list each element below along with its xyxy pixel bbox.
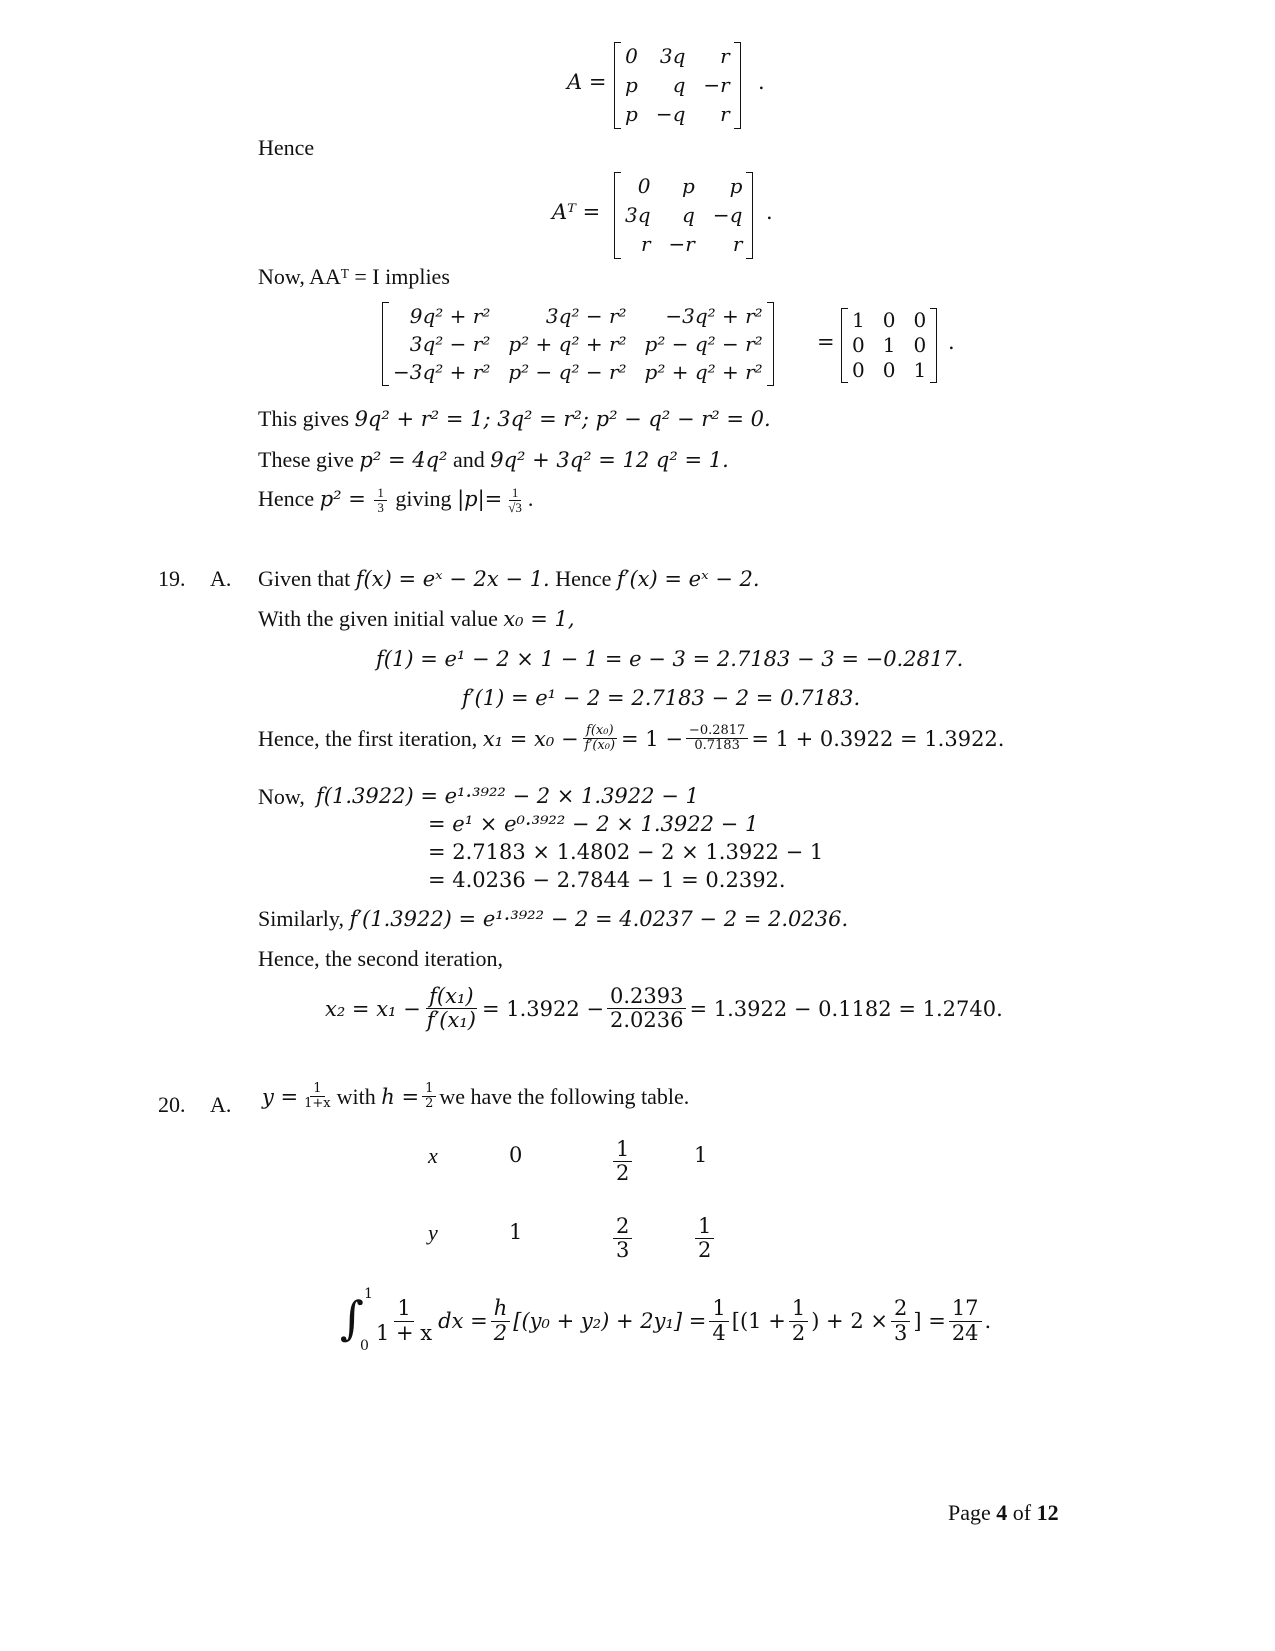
f1-line: f(1) = e¹ − 2 × 1 − 1 = e − 3 = 2.7183 − 3 = −0.2817. [376,647,964,671]
matrix-cell: p² − q² − r² [644,332,763,356]
table-x-label: x [428,1143,438,1168]
second-iteration-text: Hence, the second iteration, [258,946,503,971]
matrix-cell: −3q² + r² [665,304,763,328]
question-number-19: 19. [158,566,186,591]
matrix-cell: −r [668,232,695,256]
matrix-at [614,172,753,259]
period: . [758,70,765,94]
matrix-cell: 9q² + r² [409,304,491,328]
fp1-line: f′(1) = e¹ − 2 = 2.7183 − 2 = 0.7183. [462,686,861,710]
product-matrix [382,302,774,386]
matrix-cell: −r [703,73,730,97]
matrix-cell: p [729,174,743,198]
matrix-cell: 0 [625,44,638,68]
page-number: 4 [996,1500,1008,1525]
matrix-cell: p [625,102,638,126]
matrix-cell: 0 [852,333,865,357]
table-y-label: y [428,1220,438,1245]
period: . [766,200,773,224]
initial-value-line: With the given initial value x₀ = 1, [258,606,575,631]
matrix-cell: q [682,203,695,227]
matrix-cell: −q [712,203,743,227]
matrix-cell: 1 [852,308,865,332]
matrix-cell: 1 [913,358,927,382]
table-y-half: $\frac{1}{2}$ [692,1215,717,1262]
matrix-at-label: Aᵀ = [552,200,601,224]
of-word: of [1012,1500,1032,1525]
matrix-cell: 0 [913,308,927,332]
matrix-cell: q [672,73,686,97]
matrix-cell: r [640,232,651,256]
table-y-1: 1 [509,1220,523,1244]
matrix-cell: 0 [882,308,896,332]
matrix-cell: 1 [882,333,896,357]
answer-letter-20: A. [210,1092,232,1117]
matrix-cell: 0 [913,333,927,357]
table-y-two-thirds: $\frac{2}{3}$ [610,1215,635,1262]
matrix-cell: 0 [882,358,896,382]
now-text: Now, AAᵀ = I implies [258,264,450,289]
now-line-1: f(1.3922) = e¹·³⁹²² − 2 × 1.3922 − 1 [316,784,699,808]
matrix-cell: p² + q² + r² [644,360,763,384]
matrix-cell: p² − q² − r² [508,360,627,384]
matrix-cell: r [720,102,730,126]
page-footer [948,1500,1059,1526]
page-total: 12 [1036,1500,1059,1525]
hence-text: Hence [258,135,315,160]
function-line: y = $\frac{1}{1+x}$ with h = $\frac{1}{2}$ we have the following table. [262,1081,690,1112]
first-iteration-line: Hence, the first iteration, x₁ = x₀ − $\frac{\text{f(x₀)}}{\text{f′(x₀)}}$ = 1 − $\frac{-0.2817}{0.7183}$ = 1 + 0.3922 = 1.3922. [258,723,1005,754]
matrix-cell: p² + q² + r² [508,332,627,356]
matrix-cell: −3q² + r² [393,360,491,384]
matrix-a [614,42,741,129]
matrix-cell: r [732,232,743,256]
matrix-cell: p [625,73,638,97]
similarly-line: Similarly, f′(1.3922) = e¹·³⁹²² − 2 = 4.0237 − 2 = 2.0236. [258,906,849,931]
matrix-cell: −q [655,102,686,126]
question-number-20: 20. [158,1092,186,1117]
gives-line: This gives 9q² + r² = 1; 3q² = r²; p² − q² − r² = 0. [258,406,771,431]
given-line: Given that f(x) = eˣ − 2x − 1. Hence f′(x) = eˣ − 2. [258,566,760,591]
matrix-cell: 3q² − r² [409,332,491,356]
matrix-cell: r [720,44,730,68]
matrix-cell: 3q [659,44,686,68]
now-label: Now, [258,784,305,809]
matrix-cell: 3q² − r² [545,304,627,328]
hence-p-line: Hence p² = $\frac{1}{3}$ giving |p|= $\frac{1}{√3}$ . [258,485,534,516]
matrix-cell: 0 [637,174,651,198]
table-x-half: $\frac{1}{2}$ [610,1138,635,1185]
answer-letter-19: A. [210,566,232,591]
table-x-1: 1 [694,1143,708,1167]
matrix-cell: p [682,174,695,198]
now-line-4: = 4.0236 − 2.7844 − 1 = 0.2392. [428,868,786,892]
now-line-3: = 2.7183 × 1.4802 − 2 × 1.3922 − 1 [428,840,824,864]
equals-sign: = [817,330,835,354]
identity-matrix [841,308,937,383]
now-line-2: = e¹ × e⁰·³⁹²² − 2 × 1.3922 − 1 [428,812,759,836]
matrix-cell: 0 [852,358,865,382]
integral-equation: ∫ 1 0 $\frac{1}{1 + x}$ dx = $\frac{h}{2}$ [(y₀ + y₂) + 2y₁] = $\frac{1}{4}$ [(1 + $\frac{1}{2}$ ) + 2 × $\frac{2}{3}$ ] = $\frac{17}{24}$ . [340,1286,992,1354]
period: . [948,330,955,354]
matrix-cell: 3q [625,203,651,227]
second-iteration-eq: x₂ = x₁ − $\frac{\text{f(x₁)}}{\text{f′(x₁)}}$ = 1.3922 − $\frac{0.2393}{2.0236}$ = 1.3922 − 0.1182 = 1.2740. [325,984,1003,1033]
page-word: Page [948,1500,991,1525]
matrix-a-label: A = [567,70,607,94]
table-x-0: 0 [509,1143,523,1167]
these-give-line: These give p² = 4q² and 9q² + 3q² = 12 q² = 1. [258,447,729,472]
